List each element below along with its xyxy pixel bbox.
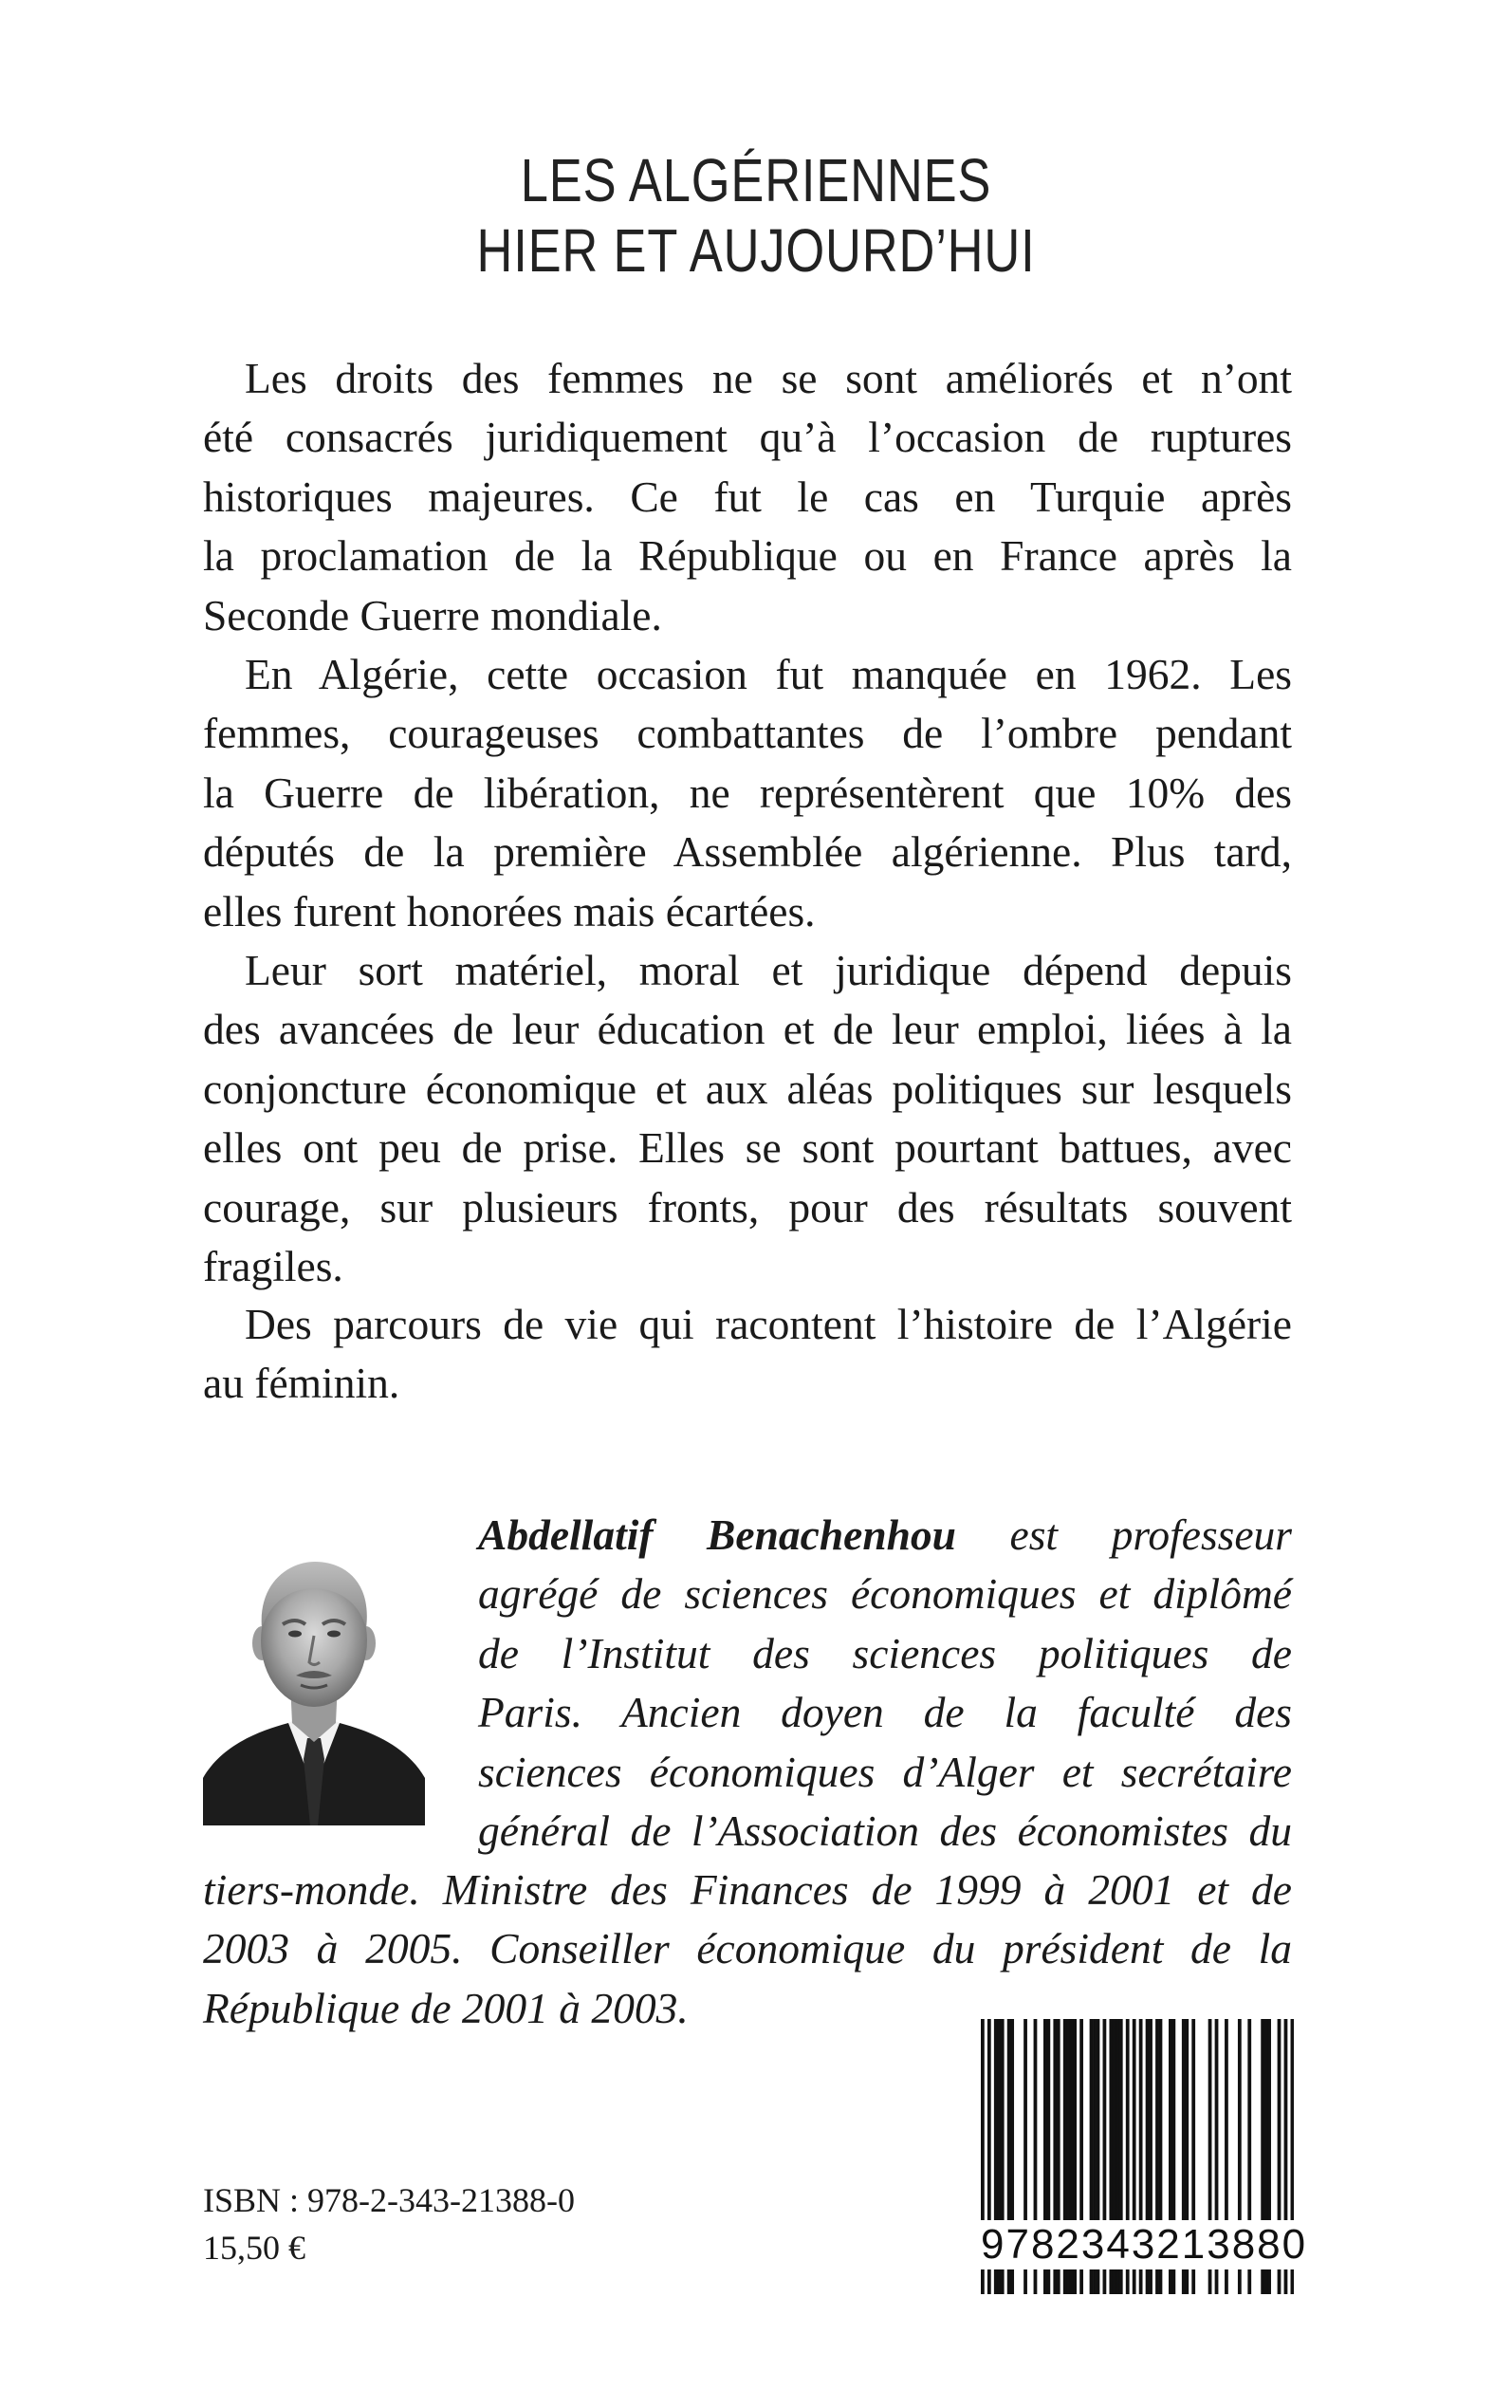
text-line: au féminin.: [203, 1359, 400, 1408]
text-line: la proclamation de la République ou en France après la: [203, 531, 1292, 581]
barcode-digits: 9782343213880: [981, 2221, 1308, 2268]
text-line: 2003 à 2005. Conseiller économique du président de la: [203, 1924, 1292, 1973]
text-line: été consacrés juridiquement qu’à l’occasion de ruptures: [203, 413, 1292, 462]
paragraph-1: [203, 349, 1292, 645]
isbn-label: ISBN : 978-2-343-21388-0: [203, 2181, 575, 2219]
paragraph-2: [203, 645, 1292, 941]
author-bio-top: [478, 1506, 1292, 1861]
text-line: Leur sort matériel, moral et juridique dépend depuis: [245, 946, 1292, 994]
book-title-line-1: LES ALGÉRIENNES: [520, 146, 992, 214]
text-line: agrégé de sciences économiques et diplômé: [478, 1569, 1292, 1619]
paragraph-4: [203, 1295, 1292, 1414]
text-line: courage, sur plusieurs fronts, pour des résultats souvent: [203, 1182, 1292, 1232]
bio-line-tail: est professeur: [956, 1510, 1293, 1559]
text-line: Les droits des femmes ne se sont améliorés et n’ont: [245, 354, 1292, 402]
text-line: République de 2001 à 2003.: [203, 1983, 689, 2032]
text-line: Des parcours de vie qui racontent l’histoire de l’Algérie: [245, 1300, 1292, 1348]
text-line: femmes, courageuses combattantes de l’ombre pendant: [203, 709, 1292, 758]
text-line: fragiles.: [203, 1241, 343, 1290]
text-line: elles ont peu de prise. Elles se sont pourtant battues, avec: [203, 1123, 1292, 1173]
text-line: députés de la première Assemblée algérienne. Plus tard,: [203, 827, 1292, 877]
author-portrait-image: [203, 1541, 425, 1825]
text-line: Paris. Ancien doyen de la faculté des: [478, 1688, 1292, 1737]
price-label: 15,50 €: [203, 2229, 305, 2267]
text-line: sciences économiques d’Alger et secrétaire: [478, 1747, 1292, 1796]
text-line: la Guerre de libération, ne représentèrent que 10% des: [203, 768, 1292, 817]
text-line: [478, 1506, 1292, 1565]
author-bio-bottom: [203, 1861, 1292, 2038]
text-line: En Algérie, cette occasion fut manquée en 1962. Les: [245, 650, 1292, 698]
text-line: historiques majeures. Ce fut le cas en Turquie après: [203, 472, 1292, 521]
text-line: général de l’Association des économistes du: [478, 1806, 1292, 1855]
book-title-line-2: HIER ET AUJOURD’HUI: [476, 216, 1036, 285]
text-line: elles furent honorées mais écartées.: [203, 886, 816, 935]
text-line: des avancées de leur éducation et de leur emploi, liées à la: [203, 1005, 1292, 1054]
author-name: Abdellatif Benachenhou: [478, 1510, 956, 1559]
text-line: conjoncture économique et aux aléas politiques sur lesquels: [203, 1064, 1292, 1113]
text-line: tiers-monde. Ministre des Finances de 1999 à 2001 et de: [203, 1865, 1292, 1914]
paragraph-3: [203, 941, 1292, 1296]
text-line: de l’Institut des sciences politiques de: [478, 1628, 1292, 1677]
author-photo: [203, 1541, 425, 1825]
text-line: Seconde Guerre mondiale.: [203, 590, 662, 639]
